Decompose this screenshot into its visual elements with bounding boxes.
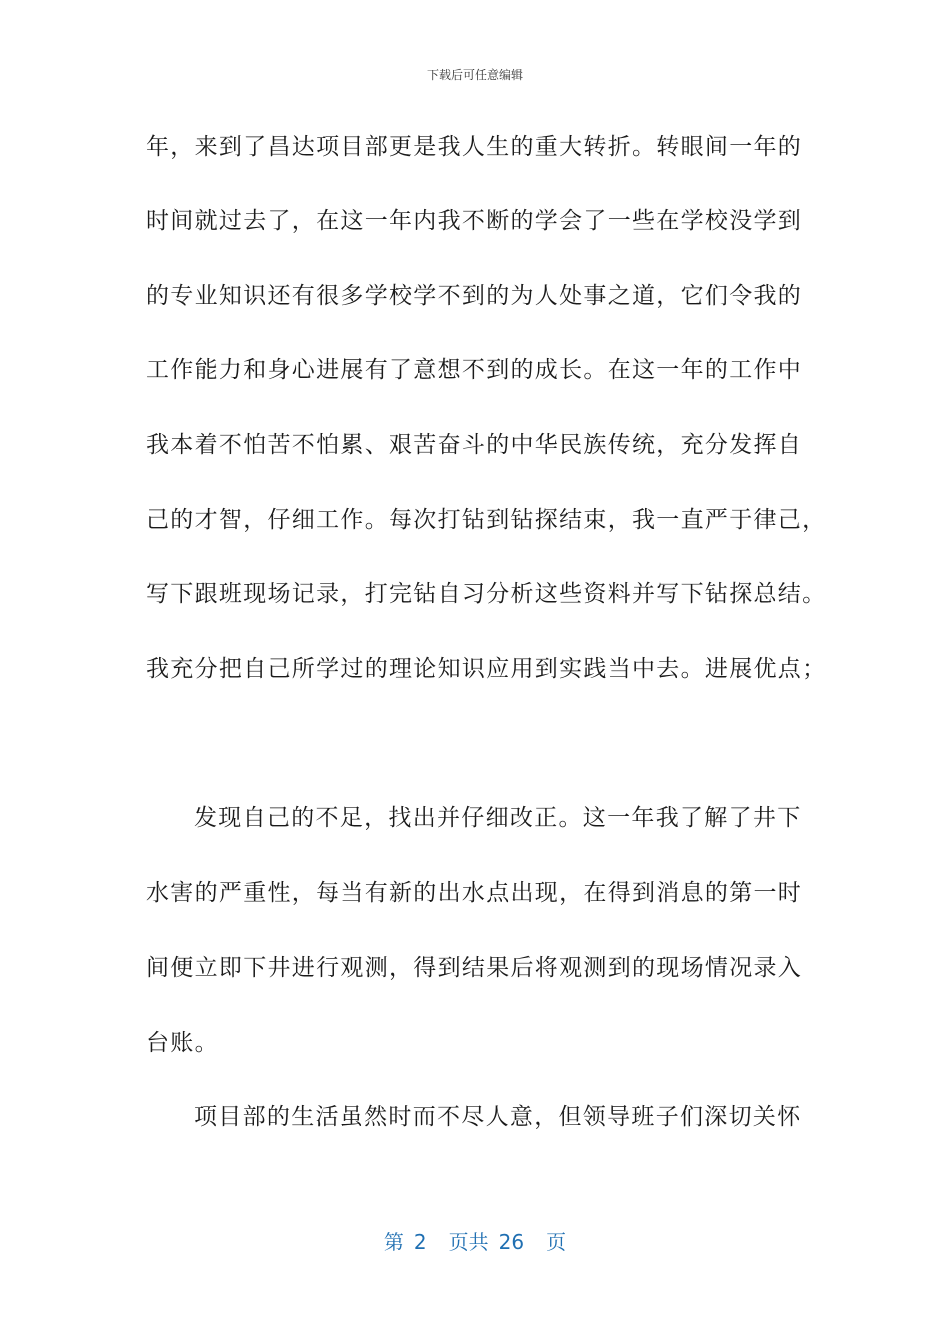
body-line-4: 工作能力和身心进展有了意想不到的成长。在这一年的工作中 (146, 357, 803, 383)
body-line-7: 写下跟班现场记录，打完钻自习分析这些资料并写下钻探总结。 (146, 581, 827, 607)
footer-prefix: 第 (383, 1230, 404, 1254)
footer-middle: 页共 (448, 1230, 489, 1254)
body-line-3: 的专业知识还有很多学校学不到的为人处事之道，它们令我的 (146, 283, 803, 309)
body-line-8: 我充分把自己所学过的理论知识应用到实践当中去。进展优点； (146, 656, 827, 682)
page-header-note: 下载后可任意编辑 (426, 68, 523, 82)
body-line-9: 发现自己的不足，找出并仔细改正。这一年我了解了井下 (194, 805, 802, 831)
body-line-12: 台账。 (146, 1030, 219, 1056)
body-line-2: 时间就过去了，在这一年内我不断的学会了一些在学校没学到 (146, 208, 803, 234)
footer-current-page: 2 (413, 1230, 427, 1254)
body-line-5: 我本着不怕苦不怕累、艰苦奋斗的中华民族传统，充分发挥自 (146, 432, 803, 458)
body-line-1: 年，来到了昌达项目部更是我人生的重大转折。转眼间一年的 (146, 134, 803, 160)
page-footer (0, 1226, 950, 1255)
body-line-11: 间便立即下井进行观测，得到结果后将观测到的现场情况录入 (146, 955, 803, 981)
footer-suffix: 页 (546, 1230, 567, 1254)
body-line-6: 己的才智，仔细工作。每次打钻到钻探结束，我一直严于律己， (146, 507, 827, 533)
footer-total-pages: 26 (498, 1230, 525, 1254)
body-line-13: 项目部的生活虽然时而不尽人意，但领导班子们深切关怀 (194, 1104, 802, 1130)
body-line-10: 水害的严重性，每当有新的出水点出现，在得到消息的第一时 (146, 880, 803, 906)
